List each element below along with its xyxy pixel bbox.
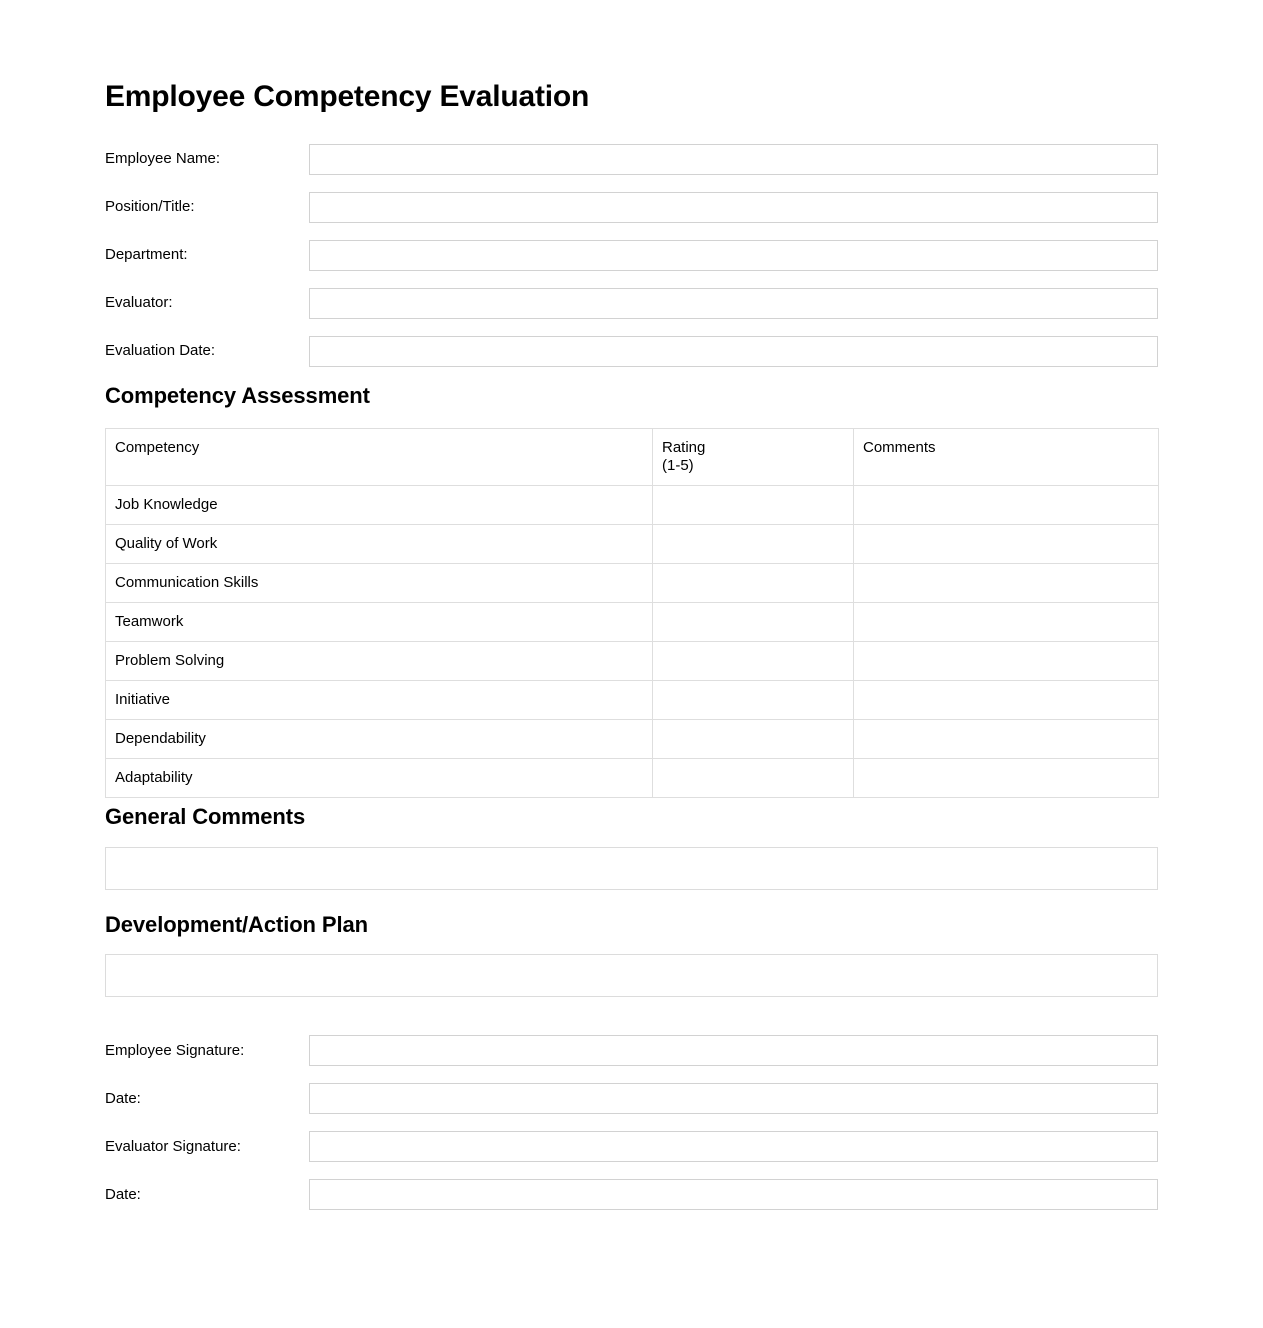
label-position-title: Position/Title: xyxy=(105,198,195,215)
label-evaluation-date: Evaluation Date: xyxy=(105,342,216,359)
table-header-row xyxy=(106,429,1159,486)
table-row xyxy=(106,486,1159,525)
rating-header-line1: Rating xyxy=(662,439,706,457)
label-evaluator: Evaluator: xyxy=(105,294,173,311)
department-input[interactable] xyxy=(309,240,1158,271)
label-department: Department: xyxy=(105,246,188,263)
evaluator-signature-input[interactable] xyxy=(309,1131,1158,1162)
column-header-comments: Comments xyxy=(854,429,1159,486)
field-row-employee-signature-date xyxy=(105,1075,1158,1123)
position-title-input[interactable] xyxy=(309,192,1158,223)
cell-competency-name: Adaptability xyxy=(106,759,653,798)
cell-rating[interactable] xyxy=(653,564,854,603)
page-title: Employee Competency Evaluation xyxy=(105,80,590,113)
cell-comments[interactable] xyxy=(854,759,1159,798)
field-row-evaluator xyxy=(105,279,1158,327)
label-employee-signature: Employee Signature: xyxy=(105,1041,245,1059)
employee-signature-input[interactable] xyxy=(309,1035,1158,1066)
cell-rating[interactable] xyxy=(653,720,854,759)
section-heading-general-comments: General Comments xyxy=(105,804,306,830)
cell-competency-name: Communication Skills xyxy=(106,564,653,603)
field-row-department xyxy=(105,231,1158,279)
competency-assessment-table xyxy=(105,428,1159,798)
employee-signature-date-input[interactable] xyxy=(309,1083,1158,1114)
cell-comments[interactable] xyxy=(854,603,1159,642)
field-row-position-title xyxy=(105,183,1158,231)
general-comments-textarea[interactable] xyxy=(105,847,1158,890)
employee-details-section xyxy=(105,135,1158,375)
field-row-evaluation-date xyxy=(105,327,1158,375)
column-header-competency: Competency xyxy=(106,429,653,486)
cell-competency-name: Quality of Work xyxy=(106,525,653,564)
cell-rating[interactable] xyxy=(653,603,854,642)
signature-section xyxy=(105,1027,1158,1219)
cell-competency-name: Teamwork xyxy=(106,603,653,642)
label-employee-signature-date: Date: xyxy=(105,1089,141,1107)
column-header-rating xyxy=(653,429,854,486)
table-row xyxy=(106,564,1159,603)
field-row-evaluator-signature-date xyxy=(105,1171,1158,1219)
cell-comments[interactable] xyxy=(854,642,1159,681)
cell-comments[interactable] xyxy=(854,564,1159,603)
label-employee-name: Employee Name: xyxy=(105,150,221,167)
cell-comments[interactable] xyxy=(854,720,1159,759)
cell-rating[interactable] xyxy=(653,642,854,681)
table-row xyxy=(106,603,1159,642)
employee-name-input[interactable] xyxy=(309,144,1158,175)
development-plan-textarea[interactable] xyxy=(105,954,1158,997)
cell-comments[interactable] xyxy=(854,525,1159,564)
cell-competency-name: Initiative xyxy=(106,681,653,720)
field-row-evaluator-signature xyxy=(105,1123,1158,1171)
label-evaluator-signature-date: Date: xyxy=(105,1185,141,1203)
evaluator-signature-date-input[interactable] xyxy=(309,1179,1158,1210)
table-row xyxy=(106,681,1159,720)
cell-rating[interactable] xyxy=(653,525,854,564)
section-heading-development-action-plan: Development/Action Plan xyxy=(105,911,368,937)
cell-rating[interactable] xyxy=(653,486,854,525)
label-evaluator-signature: Evaluator Signature: xyxy=(105,1137,241,1155)
field-row-employee-signature xyxy=(105,1027,1158,1075)
rating-header-line2: (1-5) xyxy=(662,457,694,475)
section-heading-competency-assessment: Competency Assessment xyxy=(105,383,370,408)
document-body xyxy=(105,0,1158,1219)
field-row-employee-name xyxy=(105,135,1158,183)
table-row xyxy=(106,759,1159,798)
cell-comments[interactable] xyxy=(854,486,1159,525)
table-row xyxy=(106,642,1159,681)
evaluator-input[interactable] xyxy=(309,288,1158,319)
cell-competency-name: Job Knowledge xyxy=(106,486,653,525)
cell-comments[interactable] xyxy=(854,681,1159,720)
cell-competency-name: Dependability xyxy=(106,720,653,759)
table-row xyxy=(106,525,1159,564)
cell-rating[interactable] xyxy=(653,681,854,720)
evaluation-date-input[interactable] xyxy=(309,336,1158,367)
table-row xyxy=(106,720,1159,759)
cell-competency-name: Problem Solving xyxy=(106,642,653,681)
cell-rating[interactable] xyxy=(653,759,854,798)
